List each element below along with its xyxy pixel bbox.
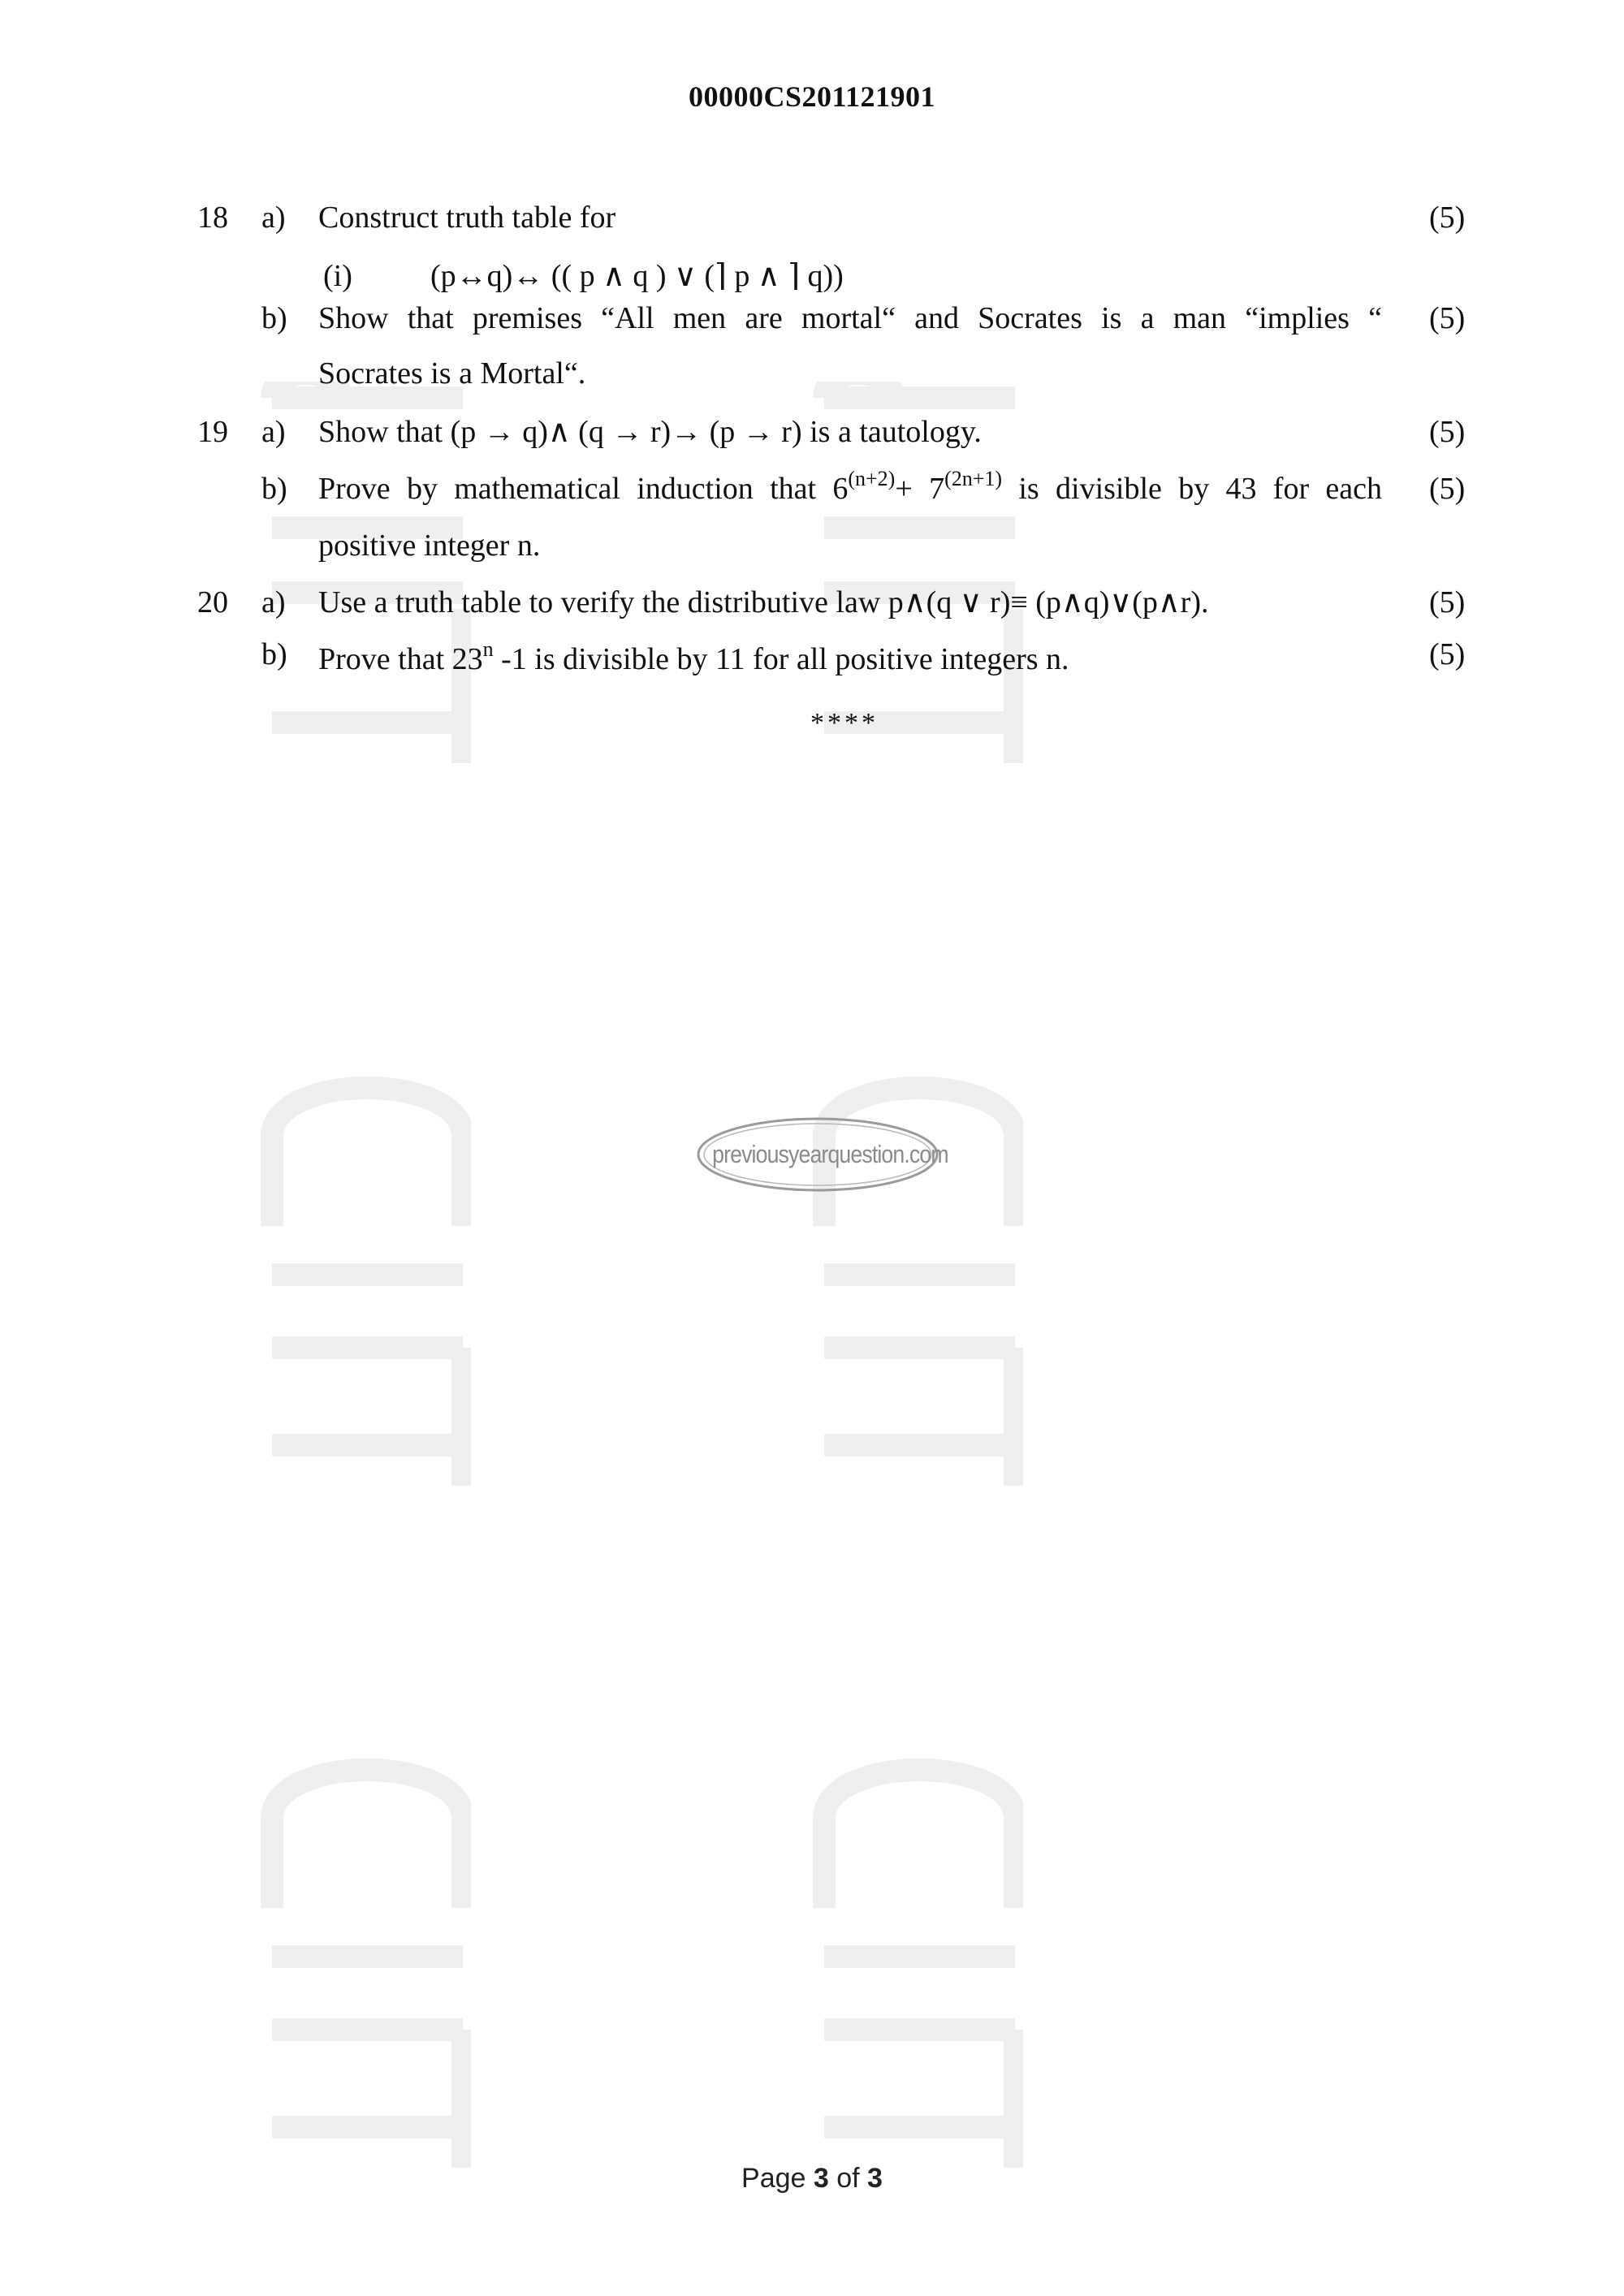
total-pages: 3 — [867, 2163, 883, 2194]
question-19b-row — [0, 464, 1624, 513]
watermark-jit-glyph — [260, 1754, 471, 2176]
question-18b-row-2 — [0, 349, 1624, 398]
question-text: Show that (p → q)∧ (q → r)→ (p → r) is a tautology. — [318, 415, 982, 449]
question-18b-row — [0, 294, 1624, 343]
question-text: Construct truth table for — [318, 201, 616, 235]
superscript: n — [482, 637, 494, 661]
text-segment: + 7 — [895, 472, 945, 506]
question-text — [318, 635, 1069, 684]
text-segment: Prove by mathematical induction that 6 — [318, 472, 849, 506]
superscript: (2n+1) — [944, 467, 1003, 490]
watermark-jit-6 — [812, 1754, 1023, 2176]
part-label: b) — [261, 301, 287, 335]
watermark-jit-3 — [260, 1072, 471, 1494]
end-marker: **** — [810, 708, 879, 738]
question-18a-i-row — [0, 252, 1624, 300]
question-number: 20 — [197, 585, 228, 619]
question-18a-row — [0, 193, 1624, 242]
marks: (5) — [1429, 201, 1466, 235]
question-20b-row — [0, 635, 1624, 684]
text-segment: -1 is divisible by 11 for all positive integers n. — [493, 642, 1069, 676]
text-segment: is divisible by 43 for each — [1002, 472, 1382, 506]
part-label: b) — [261, 637, 287, 671]
watermark-jit-glyph — [812, 1754, 1023, 2176]
marks: (5) — [1429, 472, 1466, 506]
question-text-line1: Show that premises “All men are mortal“ and Socrates is a man “implies “ — [318, 301, 1382, 335]
part-label: b) — [261, 472, 287, 506]
part-label: a) — [261, 415, 286, 449]
question-number: 19 — [197, 415, 228, 449]
question-text-line1 — [318, 464, 1382, 513]
marks: (5) — [1429, 301, 1466, 335]
marks: (5) — [1429, 637, 1466, 671]
marks: (5) — [1429, 415, 1466, 449]
watermark-jit-glyph — [260, 1072, 471, 1494]
question-19b-row-2 — [0, 521, 1624, 570]
question-number: 18 — [197, 201, 228, 235]
superscript: (n+2) — [848, 467, 896, 490]
question-text: Use a truth table to verify the distributive law p∧(q ∨ r)≡ (p∧q)∨(p∧r). — [318, 585, 1209, 619]
question-text-line2: Socrates is a Mortal“. — [318, 356, 586, 391]
watermark-jit-5 — [260, 1754, 471, 2176]
footer-middle: of — [828, 2163, 868, 2194]
current-page: 3 — [813, 2163, 829, 2194]
question-text-line2: positive integer n. — [318, 529, 541, 563]
stamp-text: previousyearquestion.com — [712, 1140, 948, 1168]
part-label: a) — [261, 585, 286, 619]
formula: (p↔q)↔ (( p ∧ q ) ∨ (⌉ p ∧ ⌉ q)) — [430, 259, 844, 293]
question-19a-row — [0, 408, 1624, 456]
page-footer — [0, 2163, 1624, 2195]
part-label: a) — [261, 201, 286, 235]
marks: (5) — [1429, 585, 1466, 619]
paper-code: 00000CS201121901 — [688, 80, 936, 113]
question-20a-row — [0, 578, 1624, 627]
footer-prefix: Page — [741, 2163, 814, 2194]
sub-part-label: (i) — [323, 259, 352, 293]
site-stamp — [695, 1114, 948, 1195]
text-segment: Prove that 23 — [318, 642, 483, 676]
